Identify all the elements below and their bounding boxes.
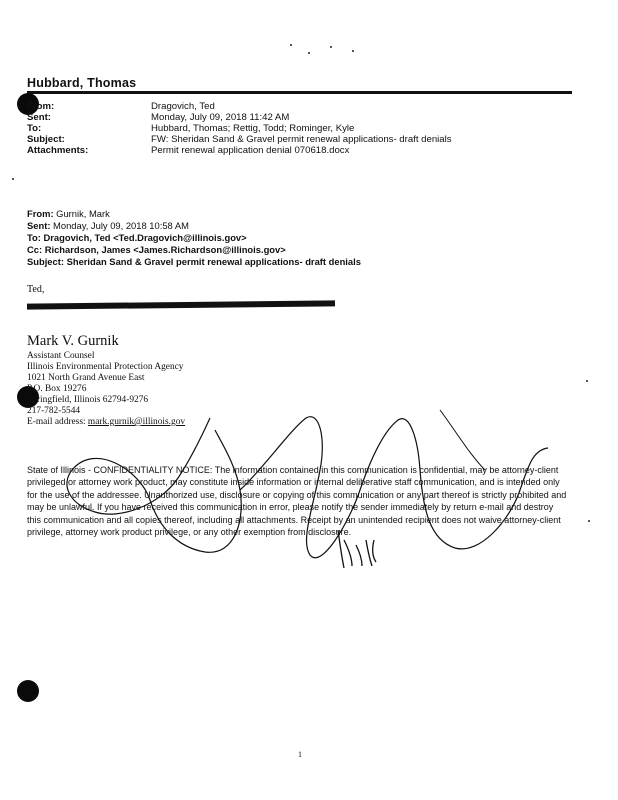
signature-title: Assistant Counsel: [27, 351, 95, 361]
subject-value: FW: Sheridan Sand & Gravel permit renewal applications- draft denials: [151, 134, 452, 145]
fwd-to-value: Dragovich, Ted <Ted.Dragovich@illinois.gov>: [43, 232, 247, 243]
fwd-sent-value: Monday, July 09, 2018 10:58 AM: [53, 220, 189, 231]
to-label: To:: [27, 123, 42, 134]
signature-phone: 217-782-5544: [27, 406, 81, 416]
fwd-sent-label: Sent:: [27, 220, 51, 231]
to-value: Hubbard, Thomas; Rettig, Todd; Rominger, Kyle: [151, 123, 355, 134]
fwd-subject-label: Subject:: [27, 256, 64, 267]
signature-city: Springfield, Illinois 62794-9276: [27, 395, 149, 405]
signature-name: Mark V. Gurnik: [27, 333, 119, 349]
fwd-from-value: Gurnik, Mark: [56, 208, 110, 219]
signature-org: Illinois Environmental Protection Agency: [27, 362, 184, 372]
signature-address1: 1021 North Grand Avenue East: [27, 373, 145, 383]
email-link[interactable]: mark.gurnik@illinois.gov: [87, 417, 186, 427]
sent-value: Monday, July 09, 2018 11:42 AM: [151, 112, 290, 123]
attachments-label: Attachments:: [27, 145, 89, 156]
signature-address2: P.O. Box 19276: [27, 384, 87, 394]
page-number: 1: [298, 750, 302, 759]
fwd-subject-value: Sheridan Sand & Gravel permit renewal applications- draft denials: [66, 256, 361, 267]
mailbox-owner-title: Hubbard, Thomas: [27, 76, 137, 90]
sent-label: Sent:: [27, 112, 51, 123]
greeting: Ted,: [27, 284, 45, 295]
subject-label: Subject:: [27, 134, 65, 145]
initials-text: [1, 1, 3, 2]
attachment-filename: Permit renewal application denial 070618.docx: [151, 145, 350, 156]
fwd-to-label: To:: [27, 232, 41, 243]
fwd-cc-value: Richardson, James <James.Richardson@illinois.gov>: [44, 244, 286, 255]
fwd-cc-label: Cc:: [27, 244, 43, 255]
fwd-from-label: From:: [27, 208, 54, 219]
email-label: E-mail address:: [27, 417, 86, 427]
confidentiality-notice: State of Illinois - CONFIDENTIALITY NOTICE: The information contained in this communication is confidential, may be attorney-client privileged or attorney work product, may constitute inside information or internal deliberative staff communication, and is intended only for the use of the addressee. Unauthorized use, disclosure or copying of this communication or any part thereof is strictly prohibited and may be unlawful. If you have received this communication in error, please notify the sender immediately by return e-mail and destroy this communication and all copies thereof, including all attachments. Receipt by an unintended recipient does not waive attorney-client privilege, attorney work product privilege, or any other exemption from disclosure.: [27, 465, 567, 538]
from-value: Dragovich, Ted: [151, 101, 215, 112]
from-label: From:: [27, 101, 55, 112]
